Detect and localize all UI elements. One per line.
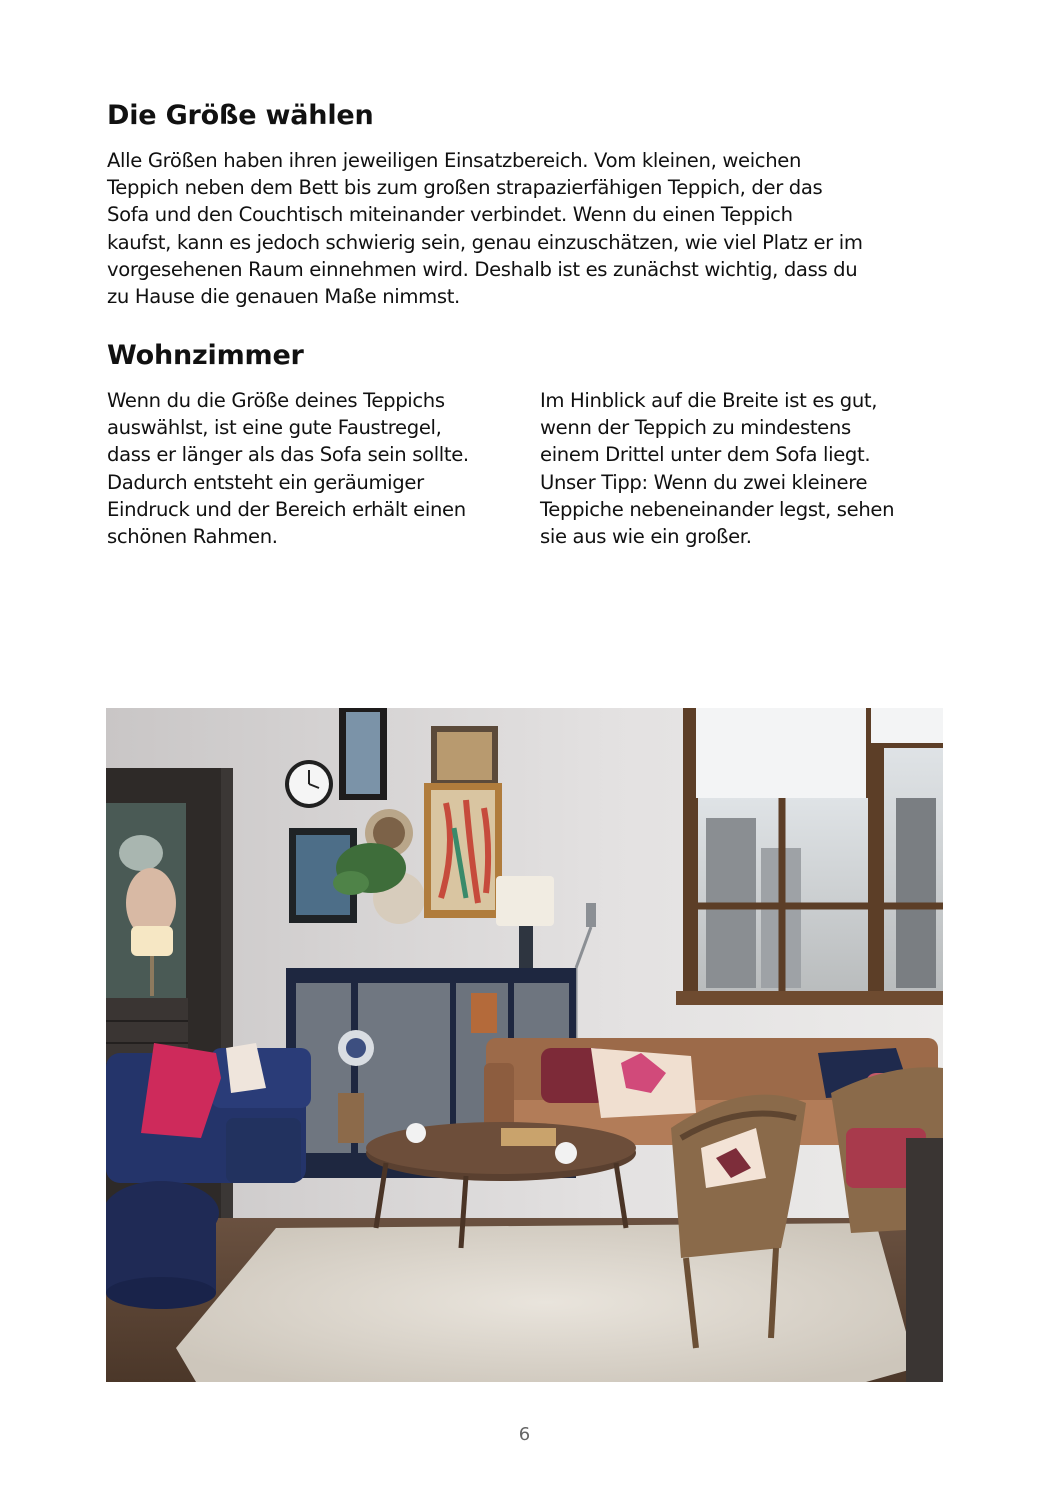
paragraph-line: Teppich neben dem Bett bis zum großen strapazierfähigen Teppich, der das	[107, 176, 823, 200]
paragraph-line: vorgesehenen Raum einnehmen wird. Deshalb ist es zunächst wichtig, dass du	[107, 257, 858, 281]
paragraph-line: Teppiche nebeneinander legst, sehen	[540, 497, 895, 521]
paragraph-line: Wenn du die Größe deines Teppichs	[107, 389, 445, 412]
paragraph-line: Eindruck und der Bereich erhält einen	[107, 497, 466, 521]
paragraph-line: Unser Tipp: Wenn du zwei kleinere	[540, 470, 868, 494]
paragraph-line: zu Hause die genauen Maße nimmst.	[107, 285, 460, 309]
paragraph-line: sie aus wie ein großer.	[540, 525, 752, 549]
paragraph-line: kaufst, kann es jedoch schwierig sein, genau einzuschätzen, wie viel Platz er im	[107, 230, 863, 254]
paragraph-line: wenn der Teppich zu mindestens	[540, 416, 851, 440]
section-heading-living-room: Wohnzimmer	[107, 340, 304, 371]
size-paragraph	[107, 147, 863, 310]
page-number: 6	[518, 1424, 531, 1445]
living-room-column-right	[540, 387, 894, 550]
paragraph-line: Sofa und den Couchtisch miteinander verbindet. Wenn du einen Teppich	[107, 203, 793, 227]
paragraph-line: Im Hinblick auf die Breite ist es gut,	[540, 389, 878, 412]
paragraph-line: Dadurch entsteht ein geräumiger	[107, 470, 424, 494]
paragraph-line: auswählst, ist eine gute Faustregel,	[107, 416, 442, 440]
section-heading-size: Die Größe wählen	[107, 100, 374, 131]
paragraph-line: dass er länger als das Sofa sein sollte.	[107, 443, 469, 467]
paragraph-line: schönen Rahmen.	[107, 525, 278, 549]
paragraph-line: einem Drittel unter dem Sofa liegt.	[540, 443, 871, 467]
living-room-photo	[106, 708, 943, 1382]
paragraph-line: Alle Größen haben ihren jeweiligen Einsatzbereich. Vom kleinen, weichen	[107, 149, 802, 172]
living-room-column-left	[107, 387, 469, 550]
